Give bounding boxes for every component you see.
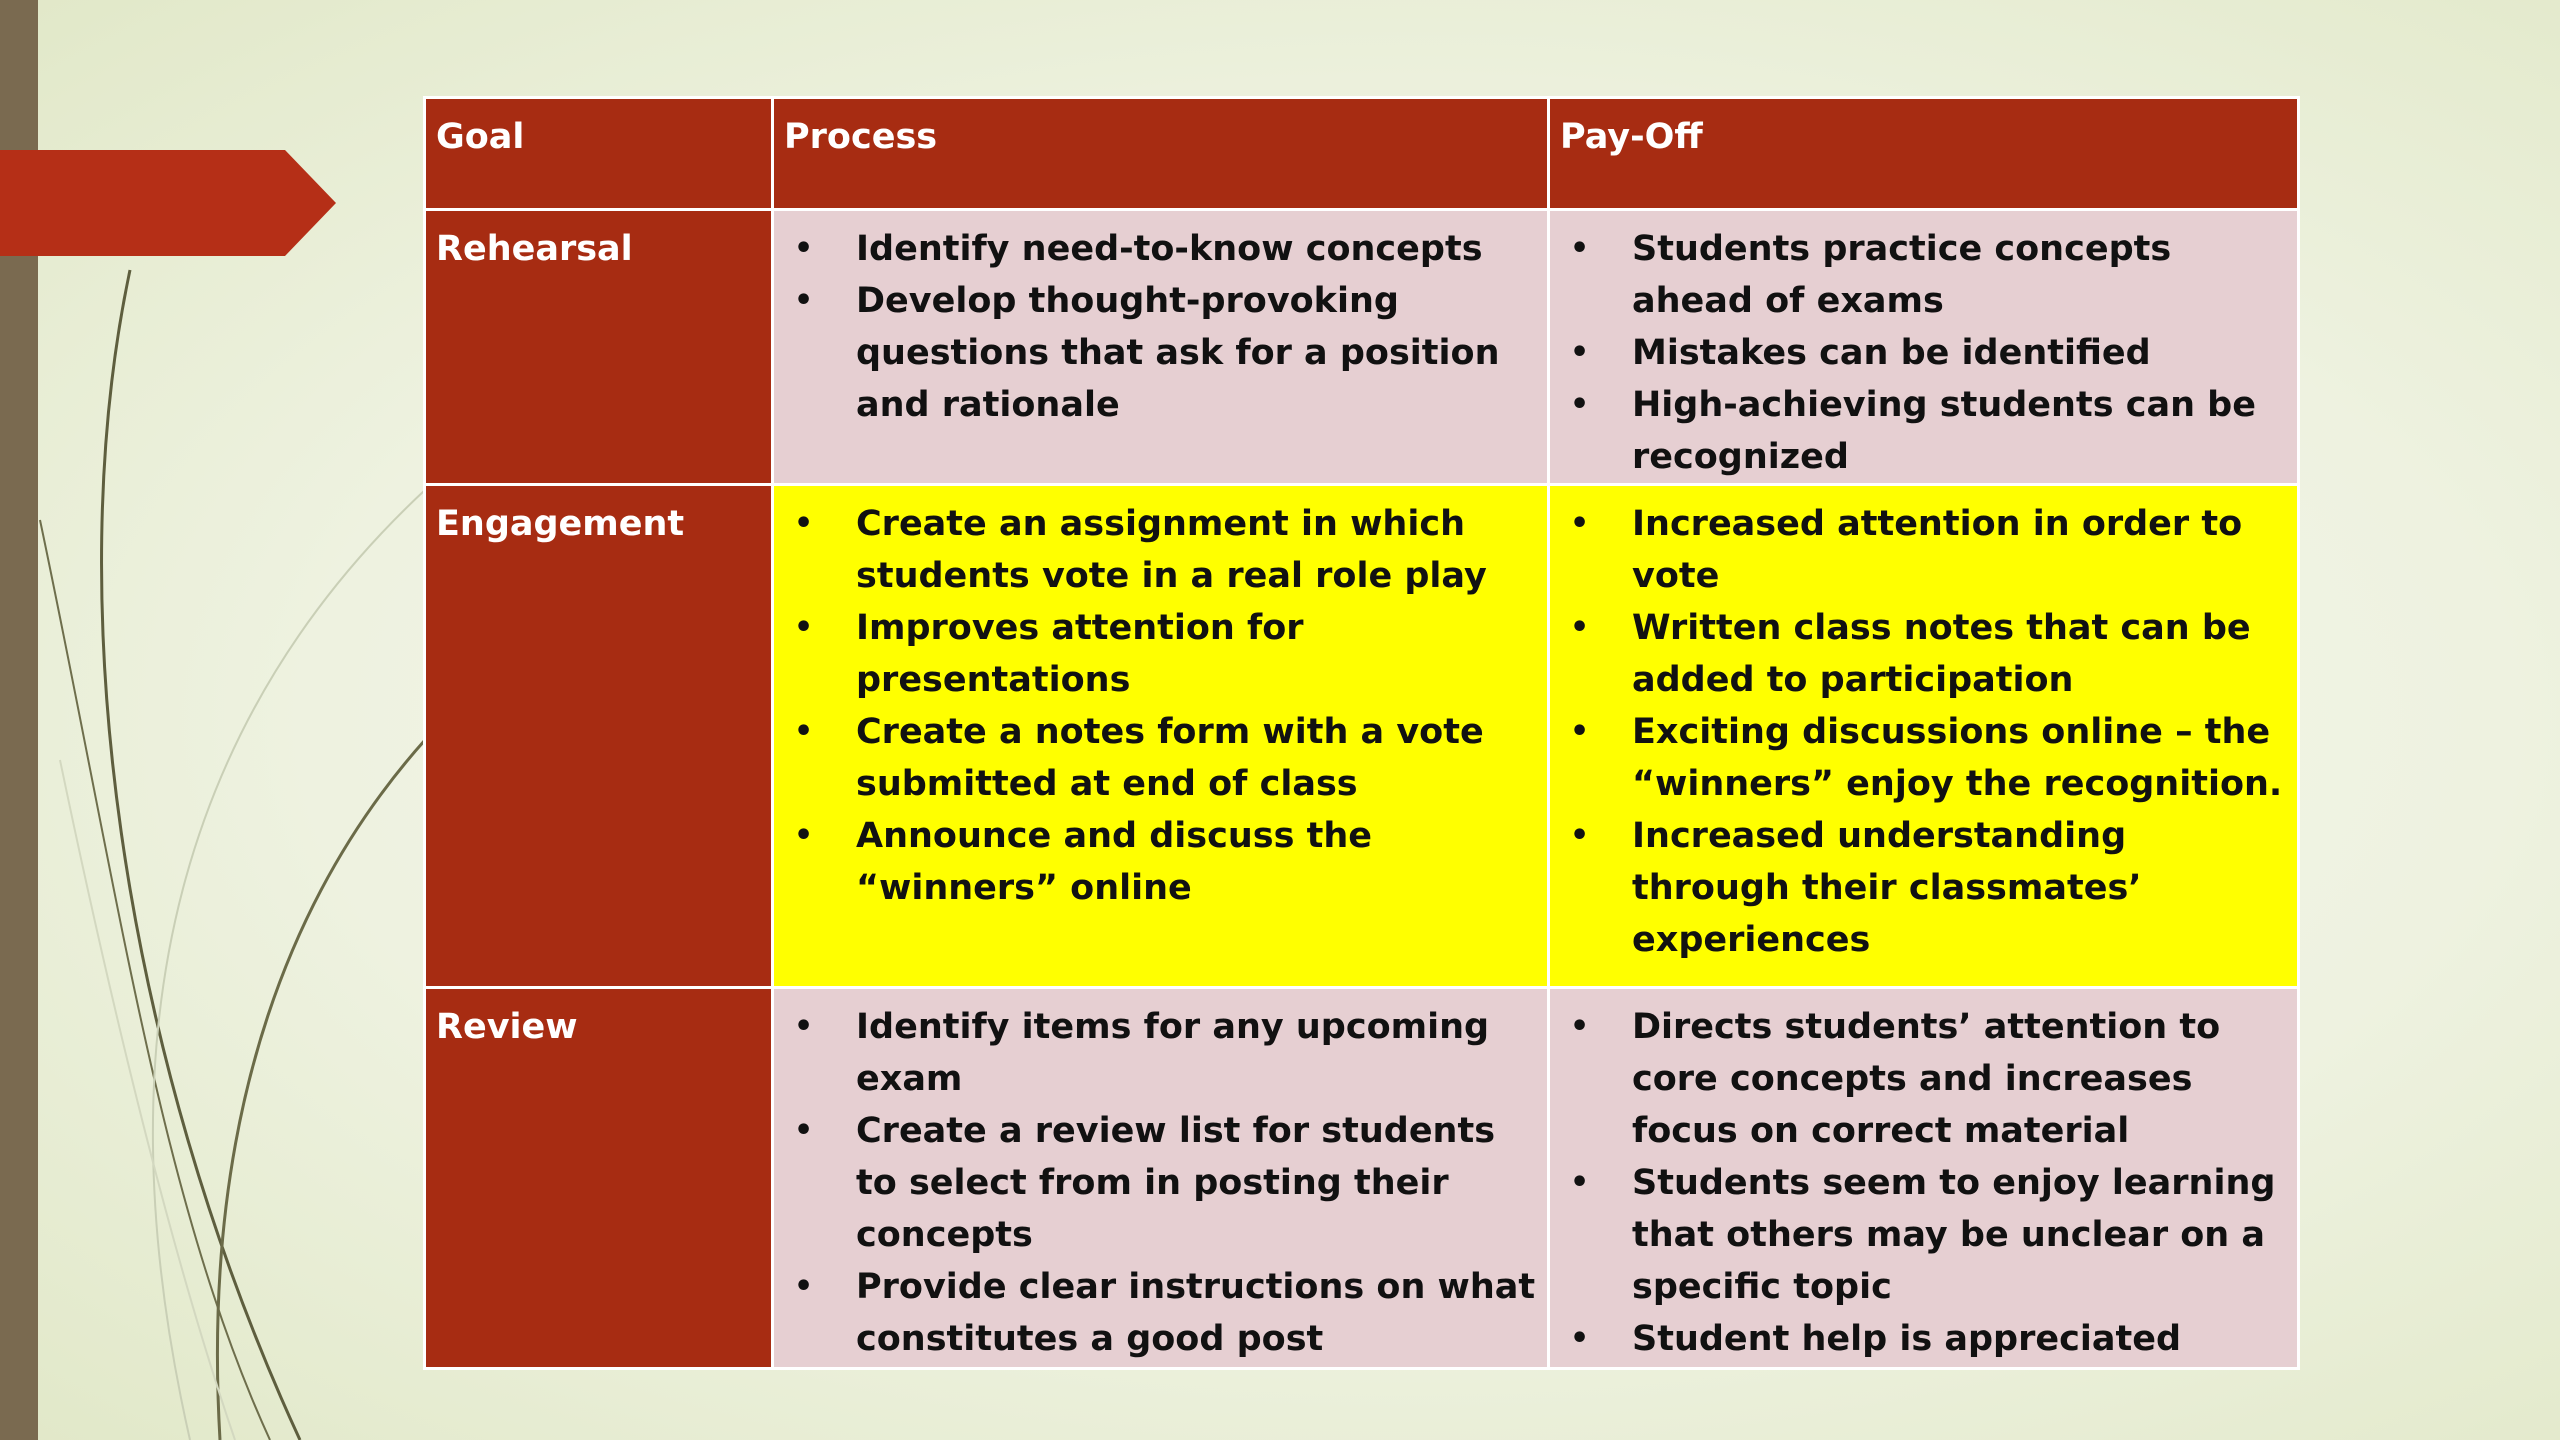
list-item: • Students seem to enjoy learning that others may be unclear on a specific topic (1570, 1163, 2276, 1307)
goal-cell: Engagement (425, 485, 773, 988)
header-goal: Goal (425, 98, 773, 210)
arrow-tab-decoration (0, 150, 336, 256)
header-process: Process (773, 98, 1549, 210)
header-row (425, 98, 2299, 210)
curve-5 (60, 760, 235, 1440)
curve-1 (102, 270, 300, 1440)
curve-3 (217, 740, 425, 1440)
curve-4 (153, 490, 425, 1440)
process-cell (773, 485, 1549, 988)
list-item: • Create a review list for students to select from in posting their concepts (794, 1111, 1496, 1255)
list-item: • Create an assignment in which students vote in a real role play (794, 504, 1487, 596)
table-row (425, 485, 2299, 988)
process-cell (773, 210, 1549, 485)
table-row (425, 210, 2299, 485)
goal-cell: Rehearsal (425, 210, 773, 485)
goal-cell: Review (425, 988, 773, 1369)
list-item: • Increased understanding through their classmates’ experiences (1570, 816, 2142, 960)
list-item: • Students practice concepts ahead of exams (1570, 229, 2172, 321)
list-item: • Identify items for any upcoming exam (794, 1007, 1490, 1099)
list-item: • Provide clear instructions on what constitutes a good post (794, 1267, 1536, 1359)
list-item: • Directs students’ attention to core concepts and increases focus on correct material (1570, 1007, 2221, 1151)
process-cell (773, 988, 1549, 1369)
list-item: • High-achieving students can be recognized (1570, 385, 2256, 477)
payoff-cell (1549, 485, 2299, 988)
table-row (425, 988, 2299, 1369)
list-item: • Develop thought-provoking questions that ask for a position and rationale (794, 281, 1500, 425)
list-item: • Identify need-to-know concepts (794, 229, 1483, 269)
list-item: • Announce and discuss the “winners” online (794, 816, 1373, 908)
curve-2 (40, 520, 270, 1440)
list-item: • Student help is appreciated (1570, 1319, 2181, 1359)
header-payoff: Pay-Off (1549, 98, 2299, 210)
payoff-cell (1549, 210, 2299, 485)
list-item: • Mistakes can be identified (1570, 333, 2151, 373)
list-item: • Written class notes that can be added to participation (1570, 608, 2251, 700)
list-item: • Increased attention in order to vote (1570, 504, 2243, 596)
list-item: • Improves attention for presentations (794, 608, 1304, 700)
list-item: • Create a notes form with a vote submitted at end of class (794, 712, 1484, 804)
payoff-cell (1549, 988, 2299, 1369)
list-item: • Exciting discussions online – the “winners” enjoy the recognition. (1570, 712, 2283, 804)
comparison-table (423, 96, 2300, 1370)
